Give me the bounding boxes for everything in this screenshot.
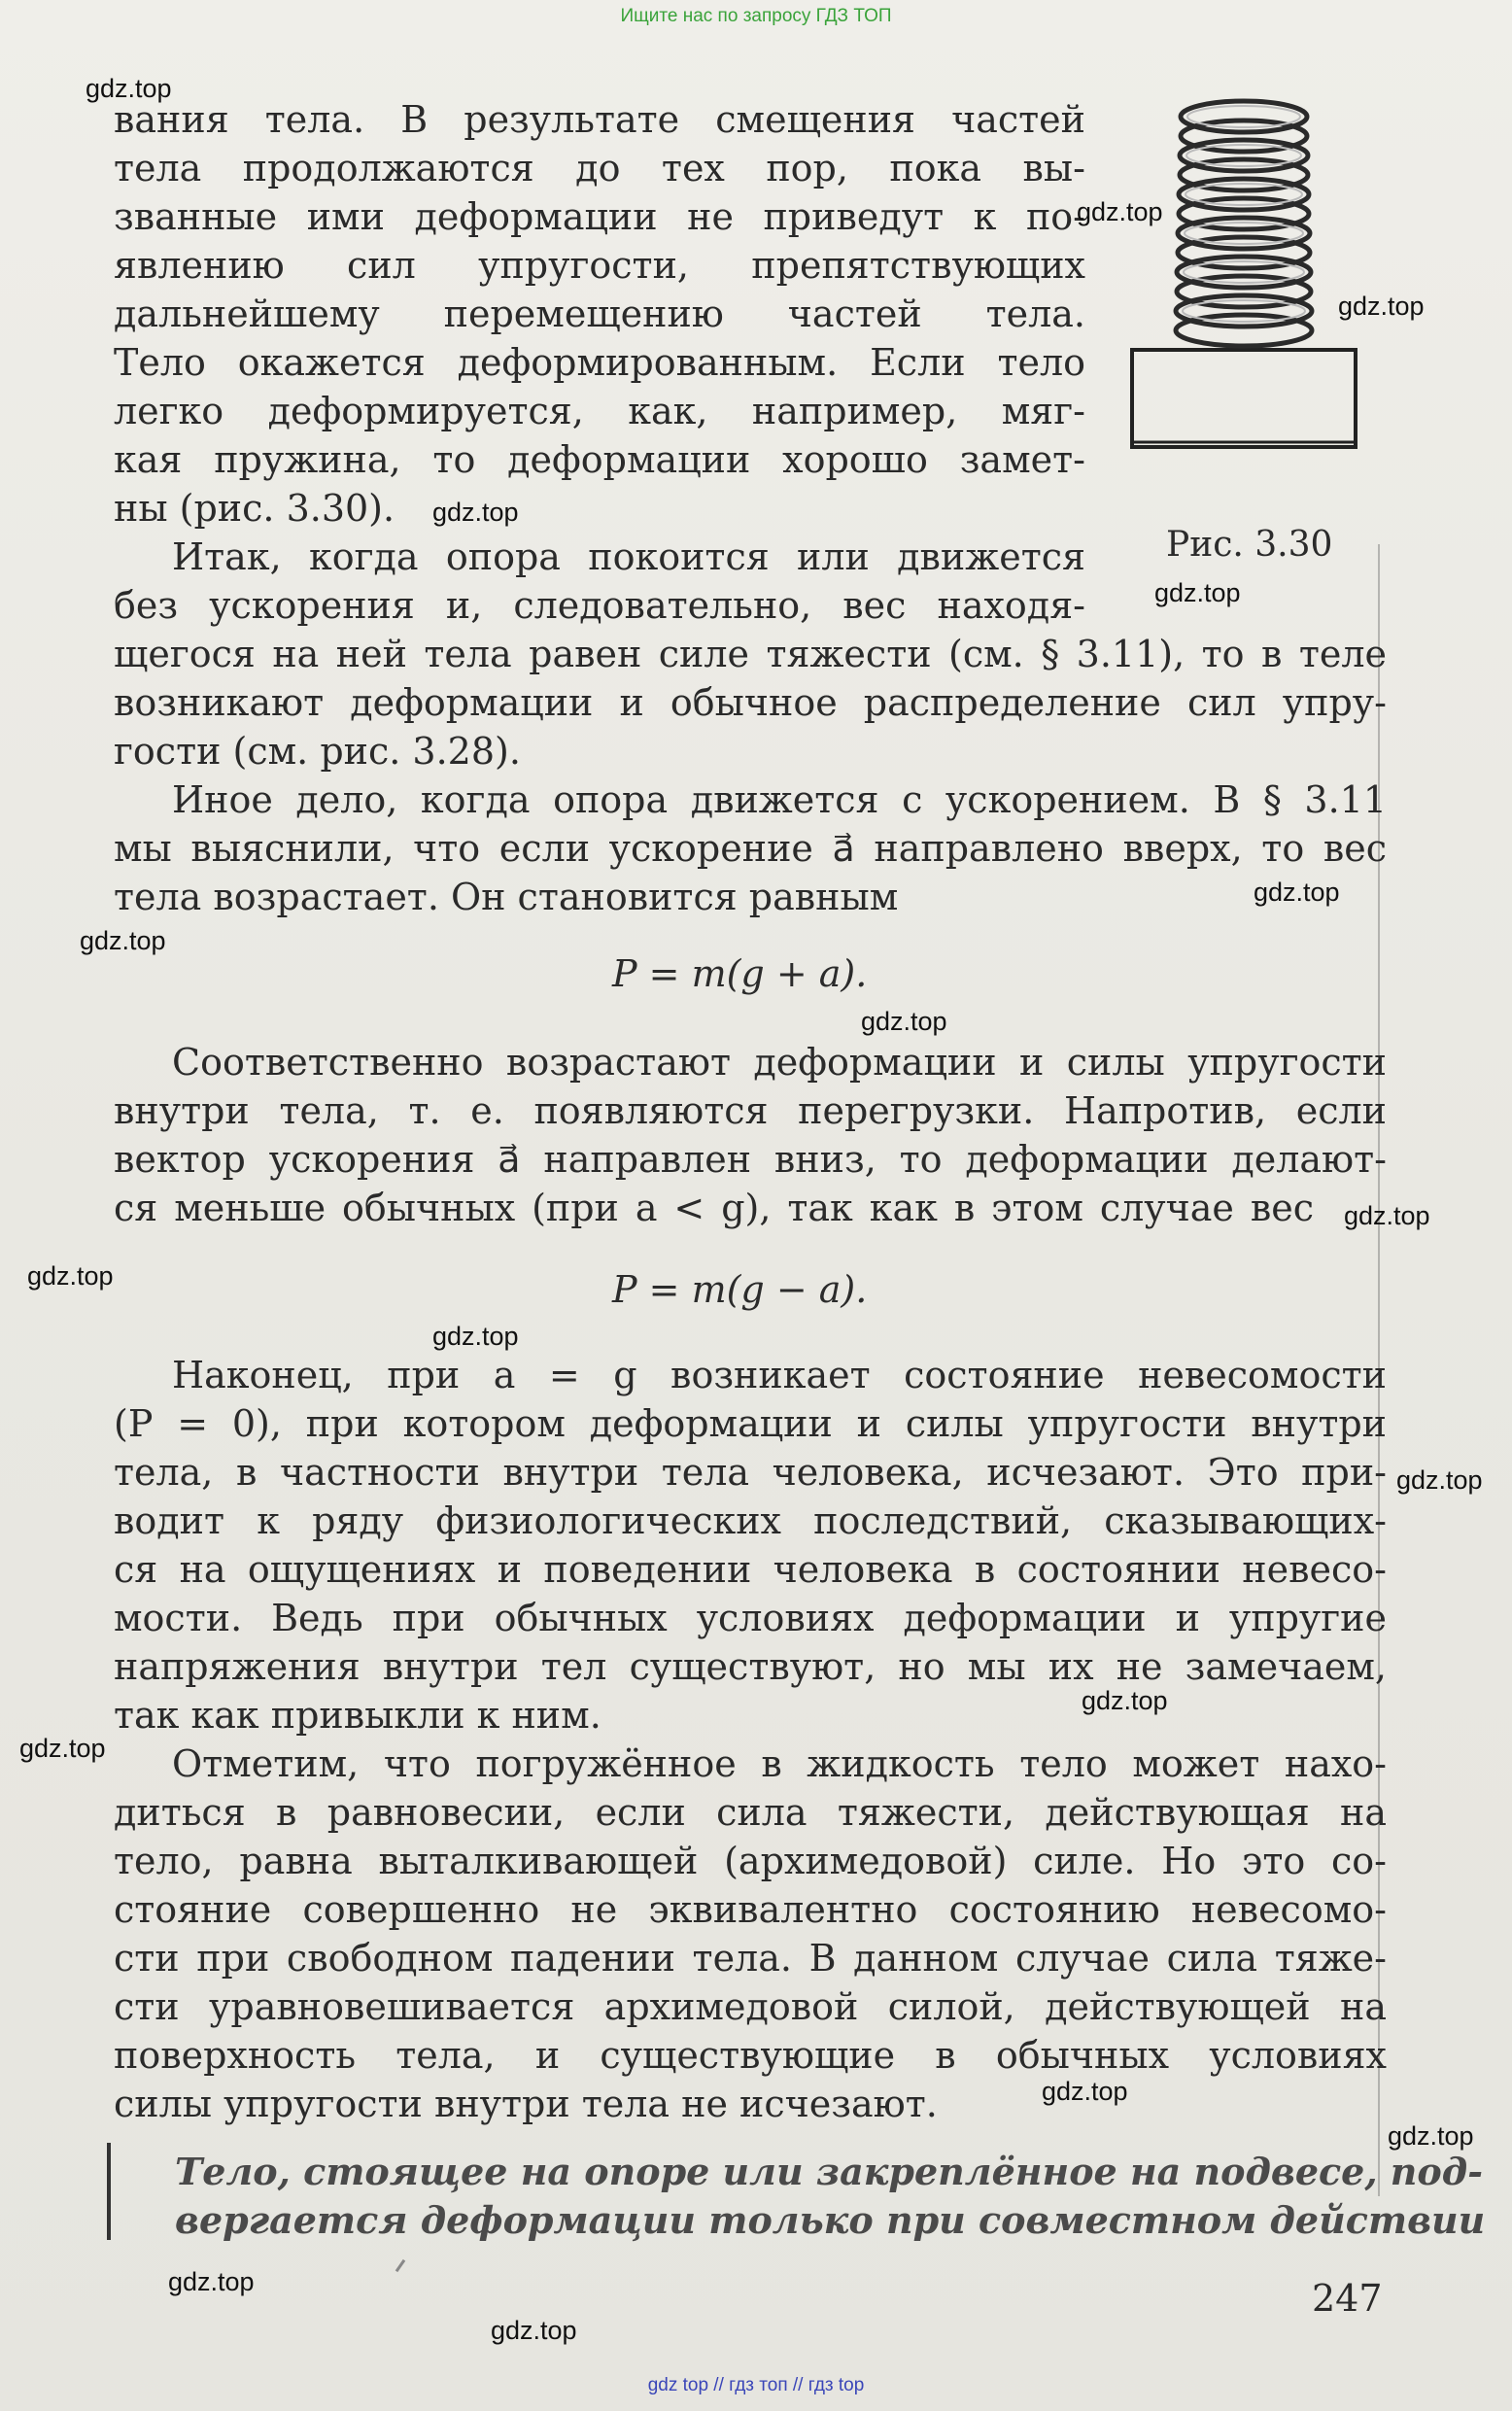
spring-figure — [1117, 97, 1370, 476]
text-line: тела продолжаются до тех пор, пока вы- — [114, 147, 1085, 189]
watermark: gdz.top — [1154, 578, 1241, 607]
watermark: gdz.top — [19, 1734, 106, 1763]
text-line: легко деформируется, как, например, мяг- — [114, 390, 1085, 432]
text-line: гости (см. рис. 3.28). — [114, 730, 521, 773]
text-line: щегося на ней тела равен силе тяжести (см. § 3.11), то в теле — [114, 633, 1387, 675]
watermark: gdz.top — [168, 2267, 255, 2296]
text-line: тела, в частности внутри тела человека, исчезают. Это при- — [114, 1451, 1387, 1494]
text-line: ся на ощущениях и поведении человека в состоянии невесо- — [114, 1548, 1387, 1591]
text-line: тела возрастает. Он становится равным — [114, 876, 899, 918]
summary-line: Тело, стоящее на опоре или закреплённое на подвесе, под- — [175, 2150, 1483, 2193]
bottom-banner[interactable]: gdz top // гдз топ // гдз top — [647, 2375, 865, 2395]
text-line: кая пружина, то деформации хорошо замет- — [114, 438, 1085, 481]
watermark: gdz.top — [432, 1322, 519, 1351]
text-line: водит к ряду физиологических последствий, сказывающих- — [114, 1499, 1387, 1542]
summary-line: вергается деформации только при совместном действии — [175, 2198, 1486, 2242]
text-line: вектор ускорения a⃗ направлен вниз, то деформации делают- — [114, 1138, 1387, 1181]
text-line: напряжения внутри тел существуют, но мы их не замечаем, — [114, 1645, 1387, 1688]
text-line: дальнейшему перемещению частей тела. — [114, 293, 1085, 335]
formula-weight-up: P = m(g + a). — [612, 952, 868, 995]
text-line: стояние совершенно не эквивалентно состоянию невесомо- — [114, 1888, 1387, 1931]
figure-caption: Рис. 3.30 — [1166, 525, 1333, 565]
watermark: gdz.top — [1254, 878, 1340, 907]
watermark: gdz.top — [27, 1261, 114, 1291]
page-number: 247 — [1312, 2277, 1383, 2320]
watermark: gdz.top — [1388, 2121, 1474, 2151]
text-line: Итак, когда опора покоится или движется — [172, 535, 1085, 578]
text-line: званные ими деформации не приведут к по- — [114, 195, 1085, 238]
watermark: gdz.top — [1338, 292, 1425, 321]
watermark: gdz.top — [1042, 2077, 1128, 2106]
text-line: Тело окажется деформированным. Если тело — [114, 341, 1085, 384]
text-line: так как привыкли к ним. — [114, 1694, 601, 1737]
text-line: мы выяснили, что если ускорение a⃗ направлено вверх, то вес — [114, 827, 1387, 870]
text-line: Наконец, при a = g возникает состояние невесомости — [172, 1354, 1387, 1396]
text-line: сти при свободном падении тела. В данном случае сила тяже- — [114, 1937, 1387, 1980]
text-line: ны (рис. 3.30). — [114, 487, 395, 530]
text-line: Отметим, что погружённое в жидкость тело может нахо- — [172, 1742, 1387, 1785]
text-line: диться в равновесии, если сила тяжести, действующая на — [114, 1791, 1387, 1834]
text-line: сти уравновешивается архимедовой силой, действующей на — [114, 1985, 1387, 2028]
watermark: gdz.top — [432, 498, 519, 527]
text-line: мости. Ведь при обычных условиях деформации и упругие — [114, 1597, 1387, 1639]
text-line: силы упругости внутри тела не исчезают. — [114, 2083, 938, 2125]
text-line: без ускорения и, следовательно, вес находя- — [114, 584, 1085, 627]
text-line: внутри тела, т. е. появляются перегрузки. Напротив, если — [114, 1089, 1387, 1132]
watermark: gdz.top — [1396, 1465, 1483, 1495]
text-line: вания тела. В результате смещения частей — [114, 98, 1085, 141]
formula-weight-down: P = m(g − a). — [612, 1268, 868, 1311]
text-line: ся меньше обычных (при a < g), так как в этом случае вес — [114, 1187, 1314, 1229]
watermark: gdz.top — [1344, 1201, 1430, 1230]
watermark: gdz.top — [80, 926, 166, 955]
top-banner[interactable]: Ищите нас по запросу ГДЗ ТОП — [620, 6, 892, 26]
watermark: gdz.top — [491, 2316, 577, 2345]
text-line: Иное дело, когда опора движется с ускорением. В § 3.11 — [172, 778, 1387, 821]
text-line: Соответственно возрастают деформации и силы упругости — [172, 1041, 1387, 1084]
pencil-mark — [395, 2259, 405, 2272]
watermark: gdz.top — [1082, 1686, 1168, 1715]
text-line: поверхность тела, и существующие в обычных условиях — [114, 2034, 1387, 2077]
text-line: явлению сил упругости, препятствующих — [114, 244, 1085, 287]
text-line: возникают деформации и обычное распределение сил упру- — [114, 681, 1387, 724]
text-line: (P = 0), при котором деформации и силы упругости внутри — [114, 1402, 1387, 1445]
summary-bar — [107, 2143, 111, 2240]
watermark: gdz.top — [861, 1007, 947, 1036]
watermark: gdz.top — [1077, 197, 1163, 226]
watermark: gdz.top — [86, 74, 172, 103]
text-line: тело, равна выталкивающей (архимедовой) силе. Но это со- — [114, 1840, 1387, 1882]
